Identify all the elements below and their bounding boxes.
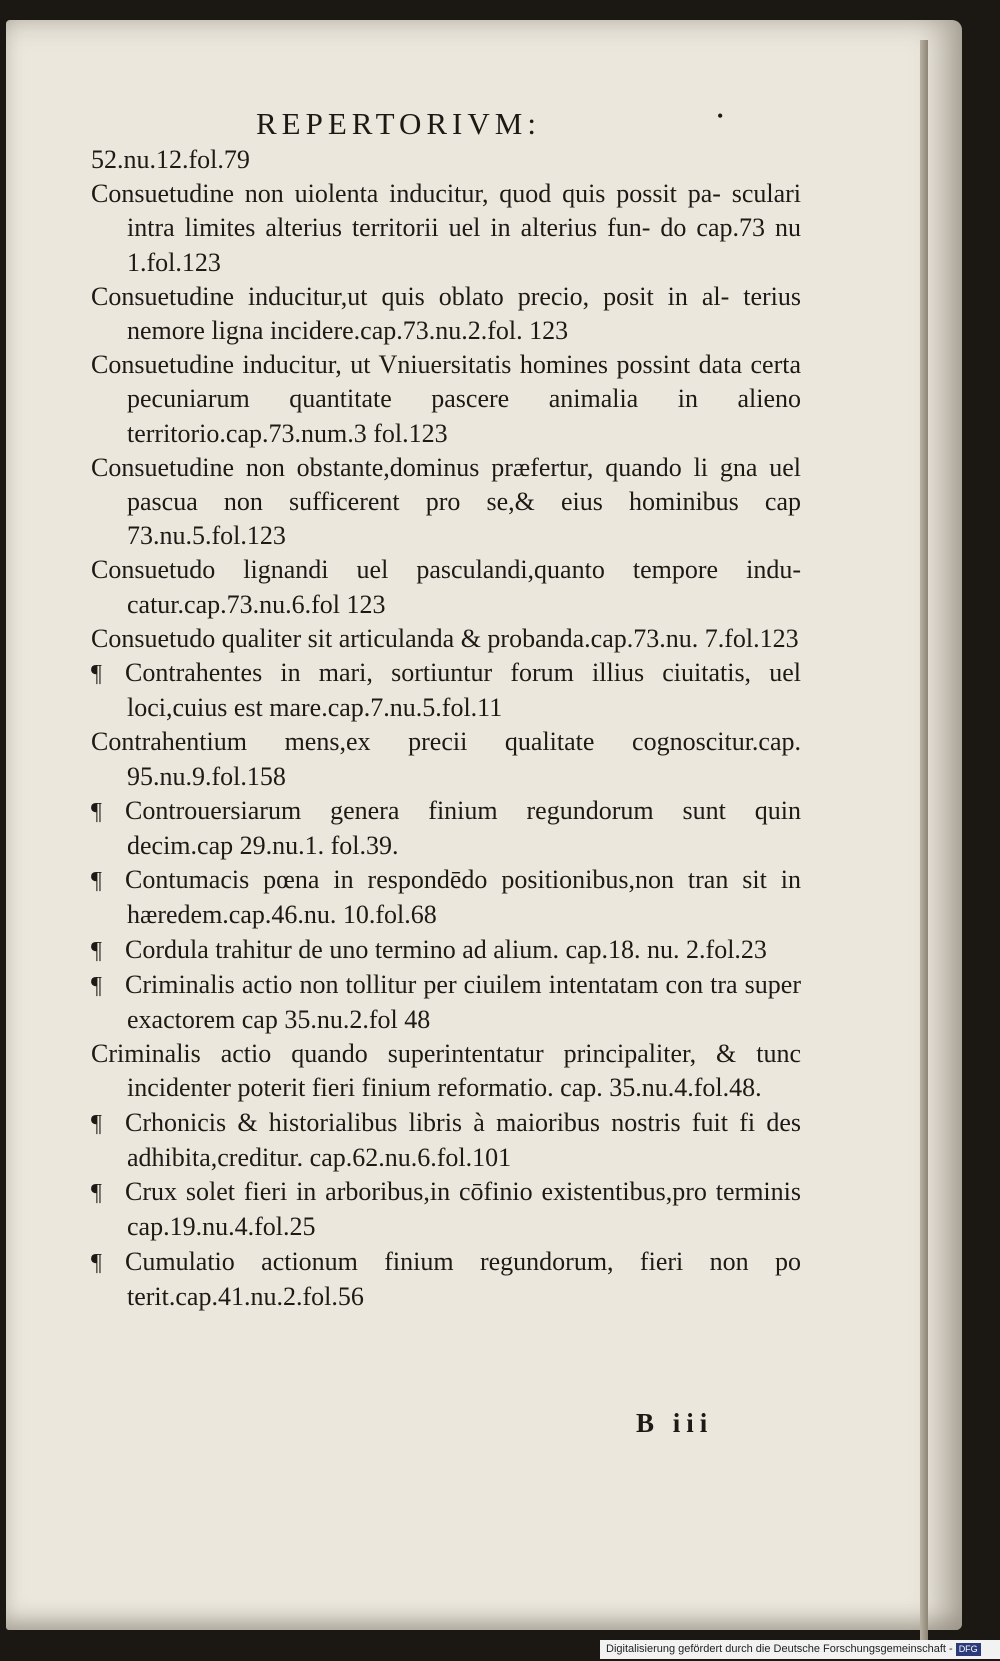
index-entry: ¶ Crux solet fieri in arboribus,in cōfinio existentibus,pro terminis cap.19.nu.4.fol.25: [91, 1177, 801, 1242]
index-entry: Consuetudo lignandi uel pasculandi,quanto tempore indu- catur.cap.73.nu.6.fol 123: [91, 555, 801, 619]
running-header: REPERTORIVM:: [256, 106, 541, 141]
index-entry: ¶ Contrahentes in mari, sortiuntur forum illius ciuitatis, uel loci,cuius est mare.cap.7.nu.5.fol.11: [91, 658, 801, 723]
paragraph-mark-icon: ¶: [91, 937, 102, 964]
credit-text: Digitalisierung gefördert durch die Deutsche Forschungsgemeinschaft -: [606, 1643, 953, 1655]
paragraph-mark-icon: ¶: [91, 1180, 102, 1207]
paragraph-mark-icon: ¶: [91, 1110, 102, 1137]
page-edge: [920, 40, 928, 1650]
index-entry: Criminalis actio quando superintentatur principaliter, & tunc incidenter poterit fieri finium reformatio. cap. 35.nu.4.fol.48.: [91, 1039, 801, 1103]
index-entry: Contrahentium mens,ex precii qualitate cognoscitur.cap. 95.nu.9.fol.158: [91, 727, 801, 791]
index-entry: ¶ Cordula trahitur de uno termino ad alium. cap.18. nu. 2.fol.23: [91, 933, 801, 968]
book-page: [6, 20, 962, 1630]
index-entry: Consuetudine inducitur,ut quis oblato precio, posit in al- terius nemore ligna incidere.cap.73.nu.2.fol. 123: [91, 281, 801, 346]
index-entry: Consuetudo qualiter sit articulanda & probanda.cap.73.nu. 7.fol.123: [91, 623, 799, 653]
index-entry: ¶ Crhonicis & historialibus libris à maioribus nostris fuit fi des adhibita,creditur. cap.62.nu.6.fol.101: [91, 1107, 801, 1172]
signature-mark: B iii: [636, 1408, 714, 1438]
digitization-credit: [600, 1640, 1000, 1659]
ornament: •: [717, 106, 724, 126]
paragraph-mark-icon: ¶: [91, 798, 102, 825]
index-entry: ¶ Contumacis pœna in respondēdo positionibus,non tran sit in hæredem.cap.46.nu. 10.fol.68: [91, 865, 801, 930]
paragraph-mark-icon: ¶: [91, 1249, 102, 1276]
paragraph-mark-icon: ¶: [91, 972, 102, 999]
index-entry: ¶ Criminalis actio non tollitur per ciuilem intentatam con tra super exactorem cap 35.nu.2.fol 48: [91, 969, 801, 1035]
dfg-logo: DFG: [956, 1643, 981, 1656]
index-entry: ¶ Controuersiarum genera finium regundorum sunt quin decim.cap 29.nu.1. fol.39.: [91, 795, 801, 861]
index-entry: 52.nu.12.fol.79: [91, 145, 250, 174]
index-entries: [91, 143, 801, 1314]
index-entry: Consuetudine non obstante,dominus præfertur, quando li gna uel pascua non sufficerent pro se,& eius hominibus cap 73.nu.5.fol.123: [91, 452, 801, 551]
paragraph-mark-icon: ¶: [91, 661, 102, 688]
index-entry: ¶ Cumulatio actionum finium regundorum, fieri non po terit.cap.41.nu.2.fol.56: [91, 1246, 801, 1311]
paragraph-mark-icon: ¶: [91, 868, 102, 895]
index-entry: Consuetudine non uiolenta inducitur, quod quis possit pa- sculari intra limites alterius territorii uel in alterius fun- do cap.73 nu 1.fol.123: [91, 179, 801, 277]
index-entry: Consuetudine inducitur, ut Vniuersitatis homines possint data certa pecuniarum quantitate pascere animalia in alieno territorio.cap.73.num.3 fol.123: [91, 350, 801, 448]
